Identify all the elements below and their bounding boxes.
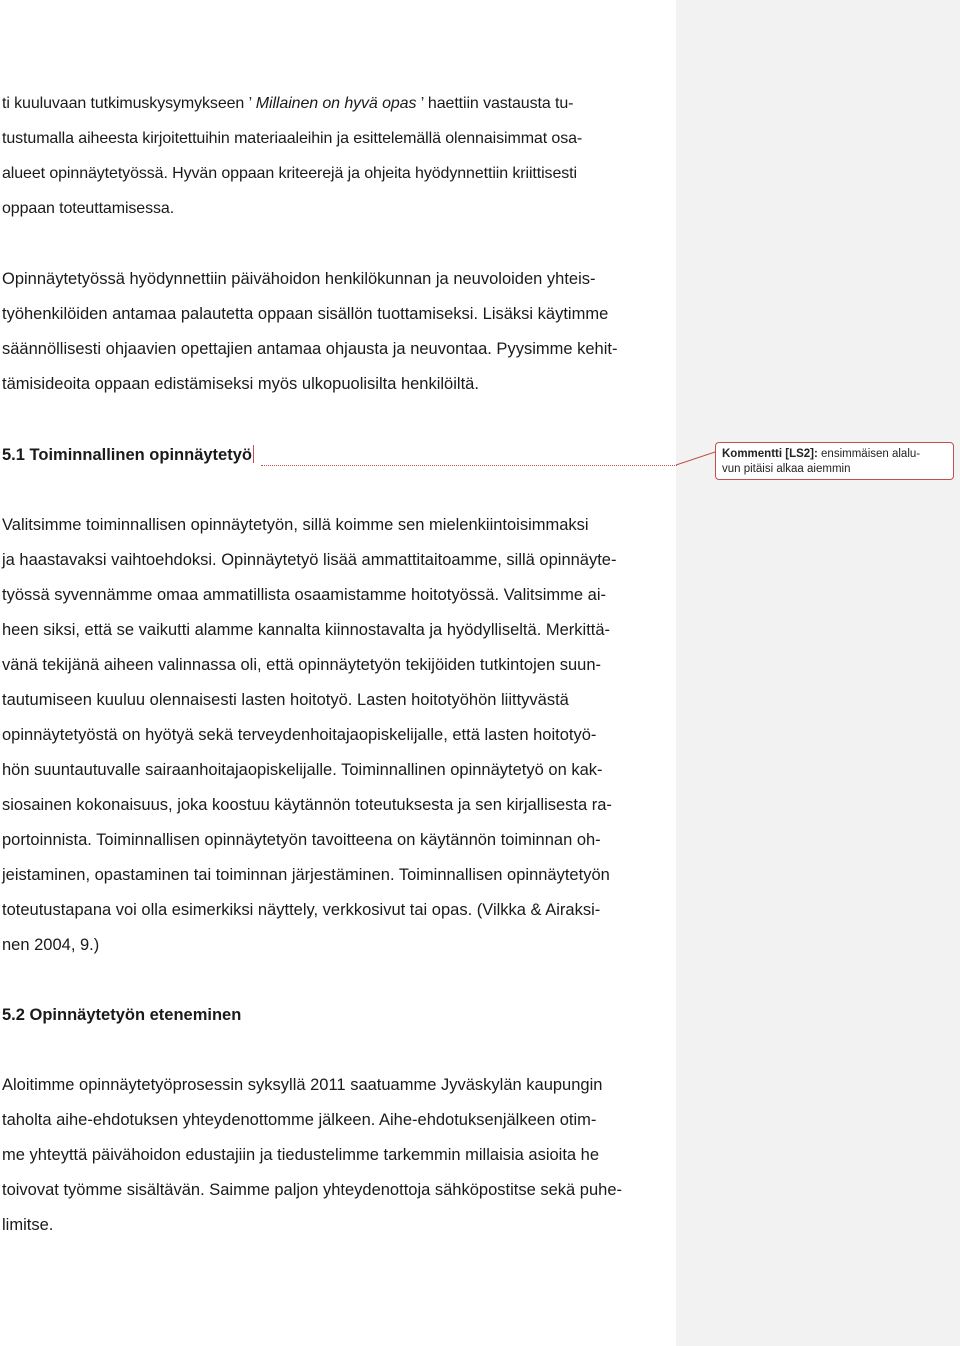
comment-anchor-marker xyxy=(253,445,254,463)
comment-anchor-line xyxy=(261,465,677,466)
paragraph-3-line-11: jeistaminen, opastaminen tai toiminnan järjestäminen. Toiminnallisen opinnäytetyön xyxy=(2,866,610,884)
paragraph-3-line-12: toteutustapana voi olla esimerkiksi näyttely, verkkosivut tai opas. (Vilkka & Airaksi- xyxy=(2,901,601,919)
paragraph-3-line-5: vänä tekijänä aiheen valinnassa oli, että opinnäytetyön tekijöiden tutkintojen suun- xyxy=(2,656,601,674)
paragraph-1-line-1: ti kuuluvaan tutkimuskysymykseen ’ Millainen on hyvä opas ’ haettiin vastausta tu- xyxy=(2,95,574,112)
paragraph-3-line-2: ja haastavaksi vaihtoehdoksi. Opinnäytetyö lisää ammattitaitoamme, sillä opinnäyte- xyxy=(2,551,617,569)
comment-line-2: vun pitäisi alkaa aiemmin xyxy=(722,463,851,475)
paragraph-3-line-9: siosainen kokonaisuus, joka koostuu käytännön toteutuksesta ja sen kirjallisesta ra- xyxy=(2,796,612,814)
section-heading-5-2: 5.2 Opinnäytetyön eteneminen xyxy=(2,1006,242,1024)
paragraph-3-line-1: Valitsimme toiminnallisen opinnäytetyön, sillä koimme sen mielenkiintoisimmaksi xyxy=(2,516,589,534)
paragraph-2-line-2: työhenkilöiden antamaa palautetta oppaan sisällön tuottamiseksi. Lisäksi käytimme xyxy=(2,305,609,323)
comment-margin-pane xyxy=(676,0,960,1346)
section-heading-5-1[interactable]: 5.1 Toiminnallinen opinnäytetyö xyxy=(2,446,252,464)
paragraph-3-line-8: hön suuntautuvalle sairaanhoitajaopiskelijalle. Toiminnallinen opinnäytetyö on kak- xyxy=(2,761,603,779)
italic-question: Millainen on hyvä opas xyxy=(255,95,417,112)
paragraph-2-line-4: tämisideoita oppaan edistämiseksi myös ulkopuolisilta henkilöiltä. xyxy=(2,375,479,393)
paragraph-3-line-3: työssä syvennämme omaa ammatillista osaamistamme hoitotyössä. Valitsimme ai- xyxy=(2,586,606,604)
paragraph-2-line-1: Opinnäytetyössä hyödynnettiin päivähoidon henkilökunnan ja neuvoloiden yhteis- xyxy=(2,270,596,288)
paragraph-4-line-2: taholta aihe-ehdotuksen yhteydenottomme jälkeen. Aihe-ehdotuksenjälkeen otim- xyxy=(2,1111,597,1129)
paragraph-3-line-4: heen siksi, että se vaikutti alamme kannalta kiinnostavalta ja hyödylliseltä. Merkittä- xyxy=(2,621,611,639)
paragraph-4-line-4: toivovat työmme sisältävän. Saimme paljon yhteydenottoja sähköpostitse sekä puhe- xyxy=(2,1181,622,1199)
paragraph-3-line-7: opinnäytetyöstä on hyötyä sekä terveydenhoitajaopiskelijalle, että lasten hoitotyö- xyxy=(2,726,597,744)
comment-line-1 xyxy=(722,447,947,462)
paragraph-4-line-3: me yhteyttä päivähoidon edustajiin ja tiedustelimme tarkemmin millaisia asioita he xyxy=(2,1146,600,1164)
comment-balloon[interactable] xyxy=(715,442,954,480)
paragraph-2-line-3: säännöllisesti ohjaavien opettajien antamaa ohjausta ja neuvontaa. Pyysimme kehit- xyxy=(2,340,618,358)
paragraph-3-line-6: tautumiseen kuuluu olennaisesti lasten hoitotyö. Lasten hoitotyöhön liittyvästä xyxy=(2,691,569,709)
comment-text: ensimmäisen alalu- xyxy=(817,448,921,460)
paragraph-1-line-2: tustumalla aiheesta kirjoitettuihin materiaaleihin ja esittelemällä olennaisimmat osa- xyxy=(2,130,583,147)
paragraph-1-line-3: alueet opinnäytetyössä. Hyvän oppaan kriteerejä ja ohjeita hyödynnettiin kriittisesti xyxy=(2,165,577,182)
paragraph-3-line-10: portoinnista. Toiminnallisen opinnäytetyön tavoitteena on käytännön toiminnan oh- xyxy=(2,831,601,849)
paragraph-3-line-13: nen 2004, 9.) xyxy=(2,936,100,954)
paragraph-4-line-1: Aloitimme opinnäytetyöprosessin syksyllä 2011 saatuamme Jyväskylän kaupungin xyxy=(2,1076,603,1094)
paragraph-4-line-5: limitse. xyxy=(2,1216,54,1234)
paragraph-1-line-4: oppaan toteuttamisessa. xyxy=(2,200,175,217)
comment-author-label: Kommentti [LS2]: xyxy=(722,448,818,460)
